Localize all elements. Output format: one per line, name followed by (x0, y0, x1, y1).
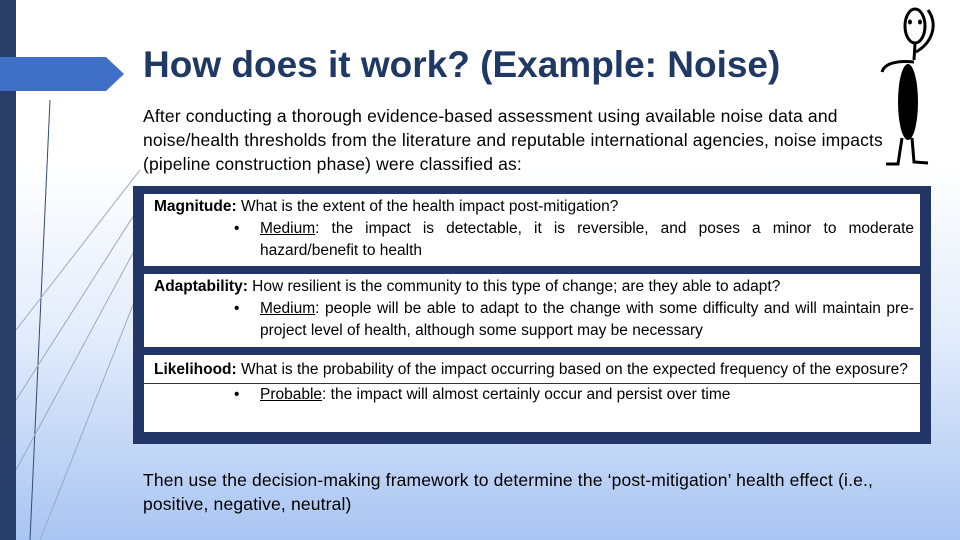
criteria-description: : the impact is detectable, it is reversible, and poses a minor to moderate hazard/benefit to health (260, 220, 914, 259)
criteria-rating: Medium (260, 220, 316, 237)
criteria-label: Likelihood: (154, 361, 237, 378)
criteria-description: : the impact will almost certainly occur and persist over time (322, 386, 731, 403)
criteria-rating-text (260, 298, 914, 342)
criteria-rating-text (260, 218, 914, 262)
criteria-card-magnitude (144, 194, 920, 266)
title-arrow-icon (0, 57, 124, 91)
criteria-question-text: What is the probability of the impact occurring based on the expected frequency of the exposure? (236, 361, 908, 378)
criteria-rating: Medium (260, 300, 316, 317)
criteria-label: Magnitude: (154, 198, 237, 215)
criteria-question (154, 196, 914, 218)
criteria-label: Adaptability: (154, 278, 248, 295)
page-title: How does it work? (Example: Noise) (143, 44, 781, 85)
criteria-rating-row (154, 218, 914, 262)
criteria-rating-row (154, 384, 914, 406)
criteria-question-text: What is the extent of the health impact post-mitigation? (236, 198, 619, 215)
criteria-card-likelihood (144, 355, 920, 432)
outro-paragraph: Then use the decision-making framework to determine the ‘post-mitigation’ health effect (i.e., positive, negative, neutral) (143, 470, 874, 514)
criteria-rating-row (154, 298, 914, 342)
bullet-icon: • (234, 300, 240, 317)
criteria-table (133, 186, 931, 444)
criteria-description: : people will be able to adapt to the change with some difficulty and will maintain pre-project level of health, although some support may be necessary (260, 300, 914, 339)
criteria-rating-text (260, 384, 914, 406)
criteria-question (154, 359, 914, 381)
criteria-rating: Probable (260, 386, 323, 403)
criteria-card-adaptability (144, 274, 920, 347)
thinking-figure-icon (878, 2, 958, 168)
bullet-icon: • (234, 220, 240, 237)
criteria-question-text: How resilient is the community to this type of change; are they able to adapt? (247, 278, 781, 295)
intro-paragraph: After conducting a thorough evidence-based assessment using available noise data and noise/health thresholds from the literature and reputable international agencies, noise impacts (pipeline construction phase) were classified as: (143, 106, 883, 174)
criteria-question (154, 276, 914, 298)
bullet-icon: • (234, 386, 240, 403)
